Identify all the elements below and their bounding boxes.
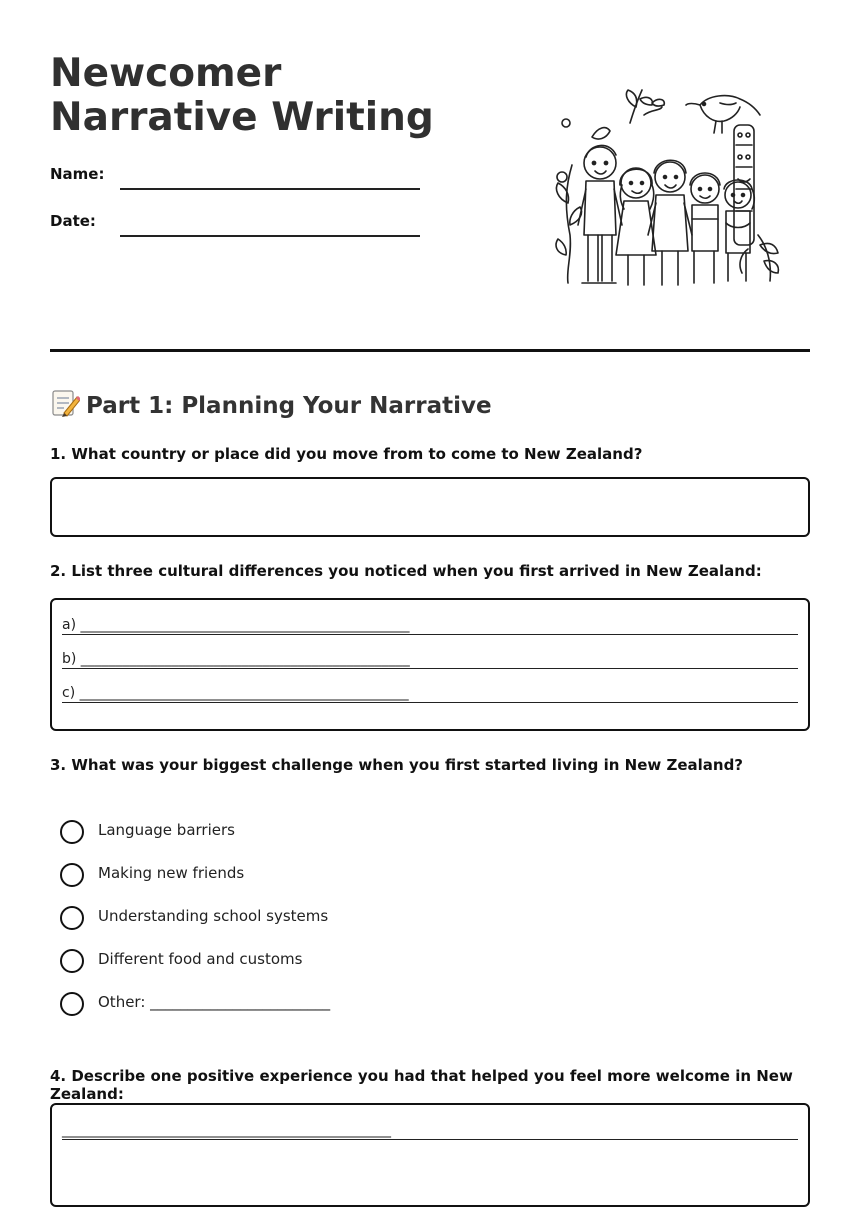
- answer-line-1[interactable]: [62, 1119, 798, 1140]
- name-field-row: [50, 165, 420, 193]
- answer-line-b-text: b) _______________________________________________: [62, 651, 410, 667]
- answer-line-a-text: a) _______________________________________________: [62, 617, 410, 633]
- header-divider: [50, 349, 810, 352]
- radio-circle[interactable]: [60, 992, 84, 1016]
- date-label: Date:: [50, 212, 96, 230]
- name-write-line[interactable]: [120, 188, 420, 190]
- question-2-answer-box[interactable]: [50, 598, 810, 731]
- part1-title: Part 1: Planning Your Narrative: [86, 393, 492, 419]
- answer-line-b[interactable]: [62, 648, 798, 669]
- option-understanding-school-systems[interactable]: [60, 904, 460, 930]
- part1-heading: [50, 388, 492, 419]
- answer-line-c-text: c) _______________________________________________: [62, 685, 409, 701]
- option-label: Language barriers: [98, 821, 235, 839]
- option-language-barriers[interactable]: [60, 818, 460, 844]
- radio-circle[interactable]: [60, 863, 84, 887]
- name-label: Name:: [50, 165, 105, 183]
- radio-circle[interactable]: [60, 820, 84, 844]
- answer-line-1-text: _______________________________________________: [62, 1122, 391, 1138]
- option-different-food-and-customs[interactable]: [60, 947, 460, 973]
- option-other[interactable]: [60, 990, 460, 1016]
- option-label: Making new friends: [98, 864, 245, 882]
- option-label: Different food and customs: [98, 950, 303, 968]
- question-4-answer-box[interactable]: [50, 1103, 810, 1207]
- question-4: 4. Describe one positive experience you had that helped you feel more welcome in New Zealand:: [50, 1067, 793, 1103]
- answer-line-c[interactable]: [62, 682, 798, 703]
- memo-pencil-icon: [50, 388, 80, 418]
- option-label: Other: ________________________: [98, 993, 331, 1011]
- option-label: Understanding school systems: [98, 907, 329, 925]
- question-3: 3. What was your biggest challenge when you first started living in New Zealand?: [50, 756, 744, 774]
- radio-circle[interactable]: [60, 906, 84, 930]
- date-write-line[interactable]: [120, 235, 420, 237]
- date-field-row: [50, 212, 420, 240]
- question-2: 2. List three cultural differences you noticed when you first arrived in New Zealand:: [50, 562, 762, 580]
- worksheet-title: Newcomer Narrative Writing: [50, 51, 434, 140]
- option-making-new-friends[interactable]: [60, 861, 460, 887]
- question-1-answer-box[interactable]: [50, 477, 810, 537]
- radio-circle[interactable]: [60, 949, 84, 973]
- answer-line-a[interactable]: [62, 614, 798, 635]
- question-1: 1. What country or place did you move from to come to New Zealand?: [50, 445, 643, 463]
- children-illustration-icon: [552, 85, 784, 293]
